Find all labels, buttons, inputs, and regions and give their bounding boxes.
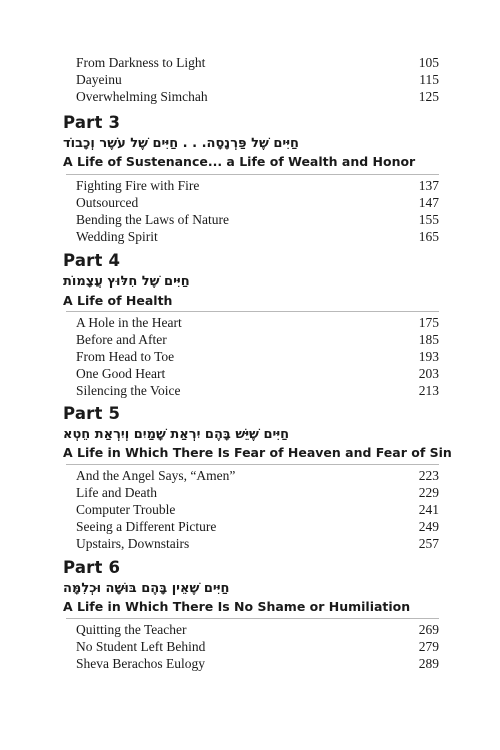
part-hebrew-subtitle: חַיִּים שֶׁאֵין בָּהֶם בּוּשָׁה וּכְלִמָּה	[63, 581, 230, 596]
toc-entry-title: No Student Left Behind	[76, 639, 206, 654]
toc-entry-title: Computer Trouble	[76, 502, 176, 517]
toc-entry	[76, 331, 439, 348]
toc-entry-page: 229	[418, 485, 439, 500]
toc-entry-page: 241	[418, 502, 439, 517]
toc-entry-title: Before and After	[76, 332, 167, 347]
toc-entry-page: 257	[418, 536, 439, 551]
toc-entry	[76, 621, 439, 638]
toc-entry-title: A Hole in the Heart	[76, 315, 182, 330]
toc-entry-title: Fighting Fire with Fire	[76, 178, 200, 193]
toc-entry	[76, 518, 439, 535]
toc-entry	[76, 365, 439, 382]
toc-entry-page: 269	[418, 622, 439, 637]
part-title: Part 6	[63, 558, 121, 577]
toc-entry	[76, 501, 439, 518]
toc-entry-title: One Good Heart	[76, 366, 166, 381]
toc-entry	[76, 348, 439, 365]
toc-entry	[76, 655, 439, 672]
toc-entry-page: 137	[418, 178, 439, 193]
part-hebrew-subtitle: חַיִּים שֶׁל פַּרְנָסָה. . . חַיִּים שֶׁל עֹשֶׁר וְכָבוֹד	[63, 136, 299, 151]
divider	[66, 174, 439, 175]
toc-entry	[76, 71, 439, 88]
toc-entry-page: 223	[418, 468, 439, 483]
toc-entry-title: From Head to Toe	[76, 349, 175, 364]
toc-entry-page: 105	[418, 55, 439, 70]
toc-entry	[76, 211, 439, 228]
toc-entry-page: 185	[418, 332, 439, 347]
toc-entry	[76, 194, 439, 211]
toc-entry-title: Silencing the Voice	[76, 383, 181, 398]
toc-entry	[76, 535, 439, 552]
toc-entry-title: Sheva Berachos Eulogy	[76, 656, 205, 671]
part-hebrew-subtitle: חַיִּים שֶׁל חִלּוּץ עֲצָמוֹת	[63, 274, 190, 289]
part-english-subtitle: A Life in Which There Is Fear of Heaven and Fear of Sin	[63, 445, 452, 460]
toc-entry-title: Bending the Laws of Nature	[76, 212, 229, 227]
part-english-subtitle: A Life of Sustenance... a Life of Wealth and Honor	[63, 154, 416, 169]
toc-entry	[76, 638, 439, 655]
toc-entry	[76, 177, 439, 194]
toc-entry-title: And the Angel Says, “Amen”	[76, 468, 236, 483]
toc-entry-page: 165	[418, 229, 439, 244]
toc-entry-page: 193	[418, 349, 439, 364]
toc-entry	[76, 88, 439, 105]
toc-entry	[76, 484, 439, 501]
toc-entry	[76, 54, 439, 71]
part-english-subtitle: A Life of Health	[63, 293, 173, 308]
toc-entry-title: Overwhelming Simchah	[76, 89, 208, 104]
toc-entry-page: 155	[418, 212, 439, 227]
toc-entry-title: Outsourced	[76, 195, 139, 210]
part-hebrew-subtitle: חַיִּים שֶׁיֵּשׁ בָּהֶם יִרְאַת שָׁמַיִם וְיִרְאַת חֵטְא	[63, 427, 290, 442]
toc-entry-page: 289	[418, 656, 439, 671]
toc-entry-page: 125	[418, 89, 439, 104]
toc-entry-page: 213	[418, 383, 439, 398]
toc-entry	[76, 467, 439, 484]
toc-entry	[76, 382, 439, 399]
toc-entry-title: Upstairs, Downstairs	[76, 536, 190, 551]
toc-entry-title: Quitting the Teacher	[76, 622, 187, 637]
part-title: Part 5	[63, 404, 121, 423]
toc-entry-title: Seeing a Different Picture	[76, 519, 217, 534]
toc-entry-page: 115	[419, 72, 439, 87]
divider	[66, 311, 439, 312]
divider	[66, 618, 439, 619]
toc-entry-page: 175	[418, 315, 439, 330]
toc-entry-title: Life and Death	[76, 485, 157, 500]
part-title: Part 3	[63, 113, 121, 132]
toc-entry	[76, 228, 439, 245]
toc-entry-page: 249	[418, 519, 439, 534]
toc-entry	[76, 314, 439, 331]
divider	[66, 464, 439, 465]
toc-entry-page: 147	[418, 195, 439, 210]
toc-entry-title: From Darkness to Light	[76, 55, 206, 70]
toc-entry-page: 203	[418, 366, 439, 381]
toc-entry-page: 279	[418, 639, 439, 654]
part-title: Part 4	[63, 251, 121, 270]
part-english-subtitle: A Life in Which There Is No Shame or Humiliation	[63, 599, 411, 614]
toc-entry-title: Dayeinu	[76, 72, 122, 87]
toc-entry-title: Wedding Spirit	[76, 229, 158, 244]
